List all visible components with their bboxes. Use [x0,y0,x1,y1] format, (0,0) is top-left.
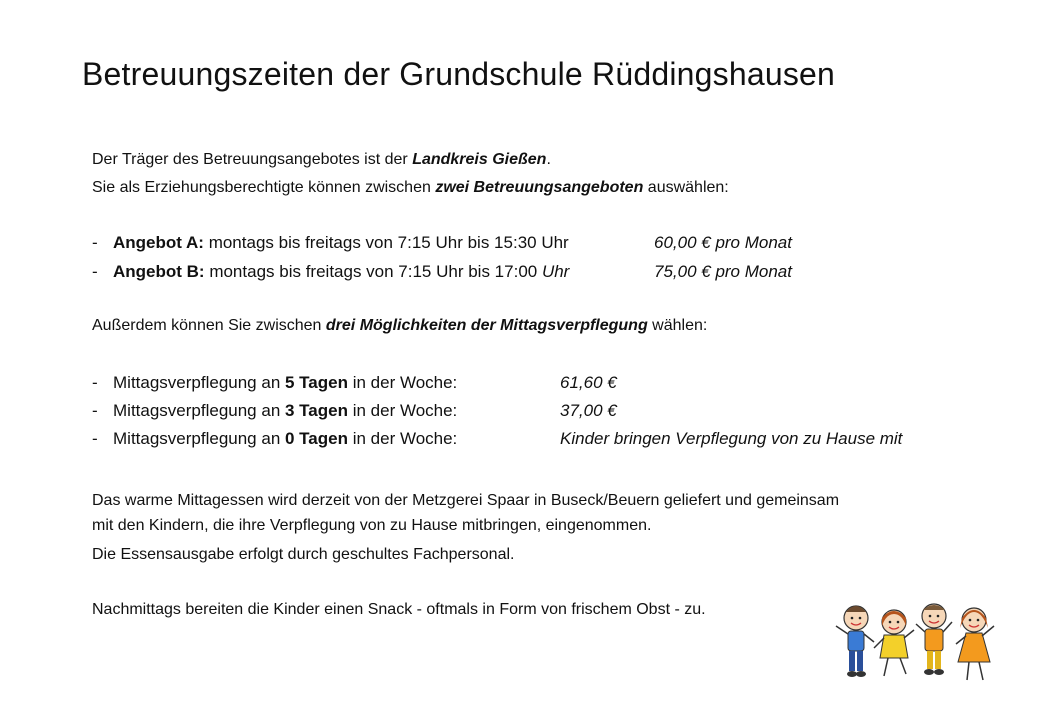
offer-b-name: Angebot B: [113,262,205,281]
kid-orange [916,604,952,675]
meal-0-text: Mittagsverpflegung an [113,429,285,448]
list-dash: - [92,401,98,420]
meal-5-text: Mittagsverpflegung an [113,373,285,392]
offer-a-price: 60,00 € pro Monat [654,233,792,252]
meal-5-days: 5 Tagen [285,373,348,392]
kids-jumping-illustration [832,596,1002,692]
meal-5-price: 61,60 € [560,373,617,392]
offer-b-desc-end: Uhr [541,262,570,281]
meal-5-text-end: in der Woche: [347,373,458,392]
list-dash: - [92,233,98,252]
meal-0-text-end: in der Woche: [347,429,458,448]
intro-line-1 [92,150,551,170]
meal-3-text-end: in der Woche: [347,401,458,420]
intro-line-1-text: Der Träger des Betreuungsangebotes ist der [92,151,413,168]
offer-b-price: 75,00 € pro Monat [654,262,792,281]
intro-carrier: Landkreis Gießen [412,151,547,168]
kid-girl-orange [956,608,994,680]
snack-paragraph: Nachmittags bereiten die Kinder einen Snack - oftmals in Form von frischem Obst - zu. [92,601,706,618]
meals-options: drei Möglichkeiten der Mittagsverpflegung [325,317,648,334]
offer-b-desc: montags bis freitags von 7:15 Uhr bis 17:00 [204,262,542,281]
meal-3-text: Mittagsverpflegung an [113,401,285,420]
meal-0-days: 0 Tagen [285,429,348,448]
intro-line-2-end: auswählen: [643,179,729,196]
meals-intro [92,316,707,336]
page-title: Betreuungszeiten der Grundschule Rüddingshausen [82,56,836,92]
intro-line-1-end: . [546,151,551,168]
offer-a-name: Angebot A: [113,233,204,252]
list-dash: - [92,429,98,448]
meals-intro-end: wählen: [647,317,708,334]
kid-blue [836,606,874,677]
offer-a-desc: montags bis freitags von 7:15 Uhr bis 15:30 Uhr [203,233,569,252]
intro-line-2-text: Sie als Erziehungsberechtigte können zwischen [92,179,436,196]
meals-intro-text: Außerdem können Sie zwischen [92,317,326,334]
serving-paragraph: Die Essensausgabe erfolgt durch geschultes Fachpersonal. [92,546,515,563]
kid-yellow [874,610,914,676]
intro-offer-count: zwei Betreuungsangeboten [435,179,644,196]
lunch-paragraph-line-2: mit den Kindern, die ihre Verpflegung von zu Hause mitbringen, eingenommen. [92,517,652,534]
lunch-paragraph-line-1: Das warme Mittagessen wird derzeit von der Metzgerei Spaar in Buseck/Beuern geliefert und gemeinsam [92,492,840,509]
list-dash: - [92,262,98,281]
meal-3-price: 37,00 € [560,401,617,420]
meal-0-note: Kinder bringen Verpflegung von zu Hause mit [560,429,903,448]
intro-line-2 [92,178,729,198]
meal-3-days: 3 Tagen [285,401,348,420]
list-dash: - [92,373,98,392]
